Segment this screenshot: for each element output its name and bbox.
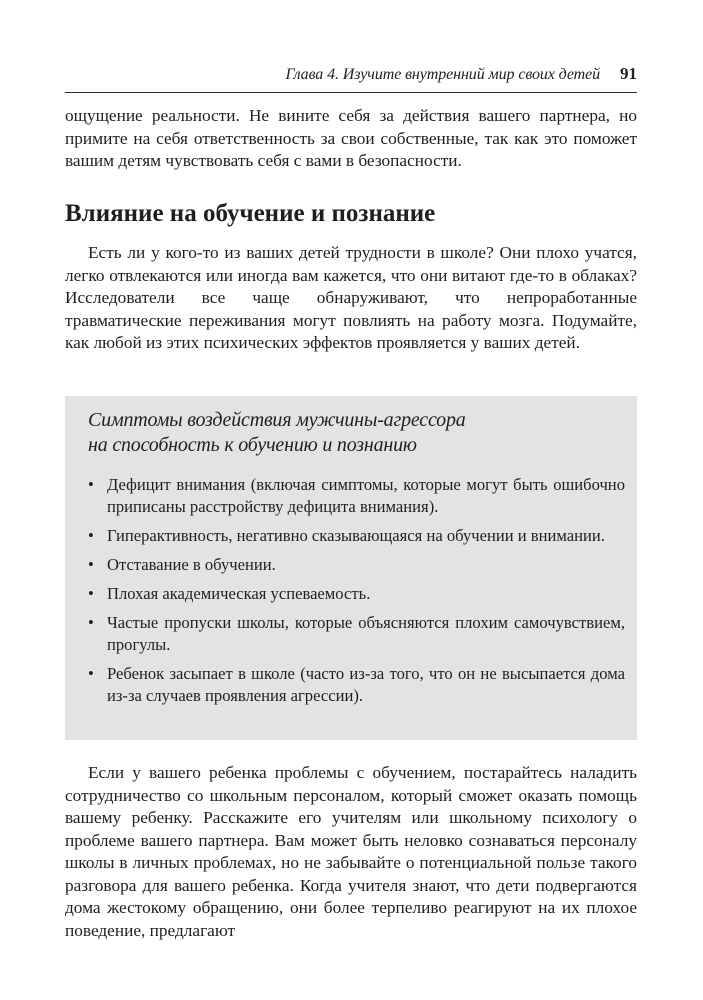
- symptom-list: [88, 474, 625, 707]
- sidebar-title-line: Симптомы воздействия мужчины-агрессора: [88, 409, 466, 431]
- bullet-icon: •: [88, 475, 94, 494]
- bullet-icon: •: [88, 613, 94, 632]
- list-item: [88, 612, 625, 656]
- bullet-icon: •: [88, 526, 94, 545]
- chapter-title: Глава 4. Изучите внутренний мир своих детей: [285, 66, 600, 83]
- sidebar-title-line: на способность к обучению и познанию: [88, 434, 417, 456]
- list-item-text: Плохая академическая успеваемость.: [107, 584, 371, 603]
- list-item: [88, 525, 625, 547]
- list-item-text: Гиперактивность, негативно сказывающаяся на обучении и внимании.: [107, 526, 605, 545]
- bullet-icon: •: [88, 584, 94, 603]
- list-item: [88, 583, 625, 605]
- list-item-text: Отставание в обучении.: [107, 555, 276, 574]
- body-paragraph: Есть ли у кого-то из ваших детей трудности в школе? Они плохо учатся, легко отвлекаются или иногда вам кажется, что они витают где-то в облаках? Исследователи все чаще обнаруживают, что непроработанные травматические переживания могут повлиять на работу мозга. Подумайте, как любой из этих психических эффектов проявляется у ваших детей.: [65, 243, 637, 352]
- list-item-text: Дефицит внимания (включая симптомы, которые могут быть ошибочно приписаны расстройству дефицита внимания).: [107, 475, 625, 516]
- body-paragraph: Если у вашего ребенка проблемы с обучением, постарайтесь наладить сотрудничество со школьным персоналом, который сможет оказать помощь вашему ребенку. Расскажите его учителям или школьному психологу о проблеме вашего партнера. Вам может быть неловко сознаваться персоналу школы в личных проблемах, но не забывайте о потенциальной пользе такого разговора для вашего ребенка. Когда учителя знают, что дети подвергаются дома жестокому обращению, они более терпеливо реагируют на их плохое поведение, предлагают: [65, 763, 637, 940]
- bullet-icon: •: [88, 664, 94, 683]
- running-head: [65, 63, 637, 85]
- list-item: [88, 663, 625, 707]
- list-item-text: Ребенок засыпает в школе (часто из-за того, что он не высыпается дома из-за случаев проявления агрессии).: [107, 664, 625, 705]
- header-rule: [65, 92, 637, 93]
- list-item: [88, 554, 625, 576]
- page-number: 91: [620, 64, 637, 83]
- list-item: [88, 474, 625, 518]
- bullet-icon: •: [88, 555, 94, 574]
- body-paragraph: ощущение реальности. Не вините себя за действия вашего партнера, но примите на себя ответственность за свои собственные, так как это поможет вашим детям чувствовать себя с вами в безопасности.: [65, 106, 637, 170]
- list-item-text: Частые пропуски школы, которые объясняются плохим самочувствием, прогулы.: [107, 613, 625, 654]
- section-heading: Влияние на обучение и познание: [65, 200, 436, 227]
- sidebar-title: [88, 408, 625, 458]
- symptoms-sidebar: [65, 396, 637, 740]
